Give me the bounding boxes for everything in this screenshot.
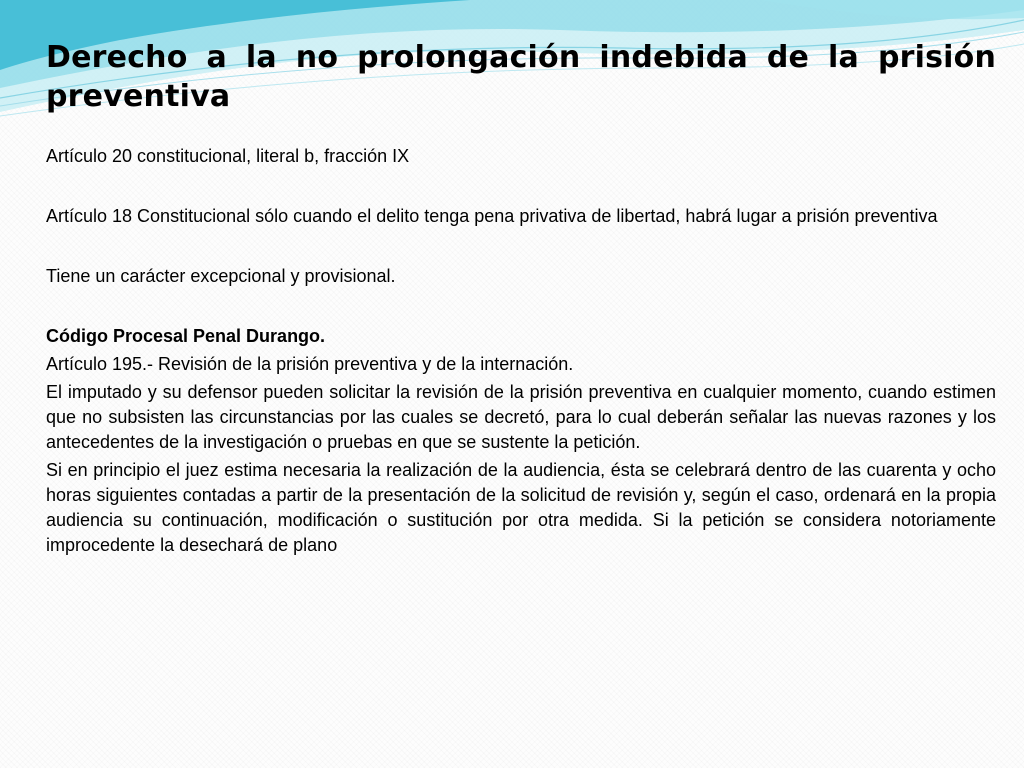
slide-title: Derecho a la no prolongación indebida de la prisión preventiva bbox=[46, 40, 996, 114]
paragraph-caracter-excepcional: Tiene un carácter excepcional y provisional. bbox=[46, 266, 396, 286]
paragraph-articulo-18: Artículo 18 Constitucional sólo cuando el delito tenga pena privativa de libertad, habrá lugar a prisión preventiva bbox=[46, 206, 938, 226]
paragraph-juez-audiencia: Si en principio el juez estima necesaria la realización de la audiencia, ésta se celebrará dentro de las cuarenta y ocho horas siguientes contadas a partir de la presentación de la solicitud de revisión y, según el caso, ordenará en la propia audiencia su continuación, modificación o sustitución por otra medida. Si la petición se considera notoriamente improcedente la desechará de plano bbox=[46, 460, 996, 555]
slide-content bbox=[46, 38, 996, 558]
paragraph-articulo-195: Artículo 195.- Revisión de la prisión preventiva y de la internación. bbox=[46, 354, 574, 374]
paragraph-codigo-procesal-heading: Código Procesal Penal Durango. bbox=[46, 326, 326, 346]
paragraph-articulo-20: Artículo 20 constitucional, literal b, fracción IX bbox=[46, 146, 410, 166]
paragraph-imputado-defensor: El imputado y su defensor pueden solicitar la revisión de la prisión preventiva en cualquier momento, cuando estimen que no subsisten las circunstancias por las cuales se decretó, para lo cual deberán señalar las nuevas razones y los antecedentes de la investigación o pruebas en que se sustente la petición. bbox=[46, 382, 996, 452]
